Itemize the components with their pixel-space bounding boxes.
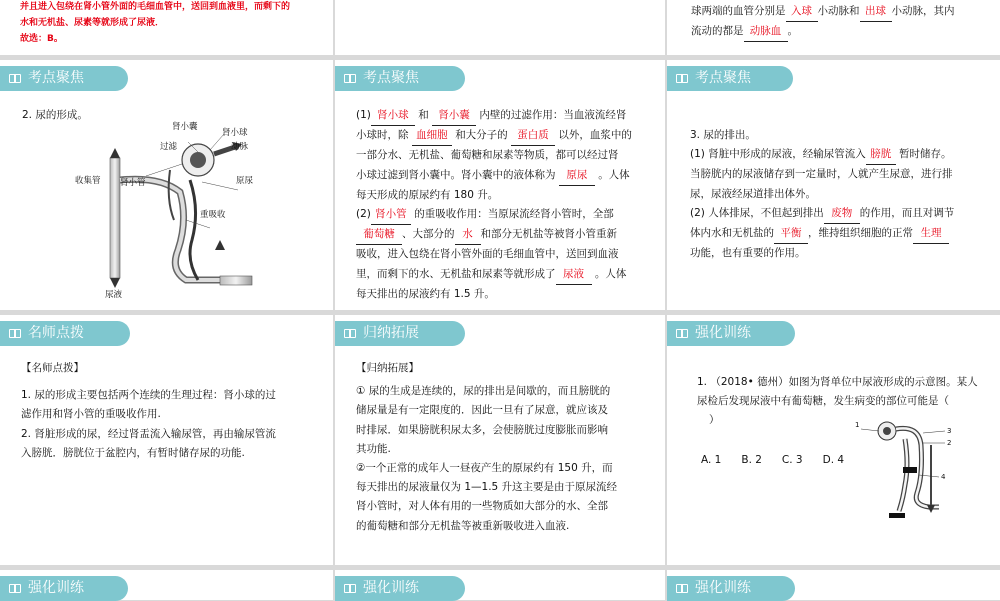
slide-tab: 归纳拓展 [335, 321, 465, 346]
slide-tab: 强化训练 [667, 321, 795, 346]
slide-teacher-tips [0, 315, 333, 565]
label-artery: 动脉 [231, 142, 249, 152]
label-glomerulus: 肾小球 [222, 128, 248, 138]
answer-blank: 血细胞 [412, 126, 452, 146]
label-reabsorption: 重吸收 [200, 210, 226, 220]
summary-text: 【归纳拓展】 ① 尿的生成是连续的，尿的排出是间歇的，而且膀胱的 储尿量是有一定限度的．因此一旦有了尿意，就应该及 时排尿．如果膀胱积尿太多，会使膀胱过度膨胀而影响 其功能. ②一个正常的成年人一昼夜产生的原尿约有 150 升，而 每天排出的尿液量仅为 1—1.5 升这主要是由于原尿流经 肾小管时，对人体有用的一些物质如大部分的水、全部 的葡萄糖和部分无机盐等被重新吸收进入血液. [356, 362, 618, 532]
slide-tab: 强化训练 [0, 576, 128, 601]
top-right-text: 球两端的血管分别是 入球 小动脉和 出球 小动脉，其内 流动的都是 动脉血 。 [691, 2, 996, 42]
option-d[interactable]: D. 4 [822, 454, 845, 466]
bookmark-icon [676, 329, 688, 338]
figure-label-3: 3 [947, 427, 952, 435]
answer-blank: 生理 [913, 224, 949, 244]
label-filtration: 过滤 [160, 142, 178, 152]
slide-tab: 强化训练 [335, 576, 465, 601]
bookmark-icon [676, 584, 688, 593]
slide-top-right [667, 0, 1000, 55]
answer-blank: 动脉血 [744, 22, 788, 42]
label-collecting-duct: 收集管 [75, 176, 101, 186]
slide-tab: 考点聚焦 [0, 66, 128, 91]
label-primary-urine: 原尿 [236, 176, 254, 186]
figure-label-1: 1 [855, 421, 860, 429]
slide-tab: 考点聚焦 [335, 66, 465, 91]
answer-blank: 葡萄糖 [356, 225, 402, 245]
slide-top-middle [335, 0, 665, 55]
top-left-text: 并且进入包绕在肾小管外面的毛细血管中，送回到血液里，而剩下的 水和无机盐、尿素等就形成了尿液． 故选：B。 [20, 2, 291, 44]
answer-blank: 废物 [824, 204, 860, 224]
answer-blank: 尿液 [556, 265, 592, 285]
bookmark-icon [344, 74, 356, 83]
nephron-figure [859, 415, 959, 525]
bookmark-icon [344, 584, 356, 593]
answer-blank: 出球 [860, 2, 892, 22]
slide-urine-formation-diagram [0, 60, 333, 310]
label-urine: 尿液 [105, 290, 123, 300]
answer-blank: 膀胱 [866, 145, 896, 165]
slide-top-left [0, 0, 333, 55]
answer-blank: 入球 [786, 2, 818, 22]
slide-practice-question [667, 315, 1000, 565]
section-heading: 2. 尿的形成。 [22, 109, 88, 121]
slide-bottom-right [667, 570, 1000, 600]
teacher-tips-text: 【名师点拨】 1. 尿的形成主要包括两个连续的生理过程：肾小球的过 滤作用和肾小管的重吸收作用. 2. 肾脏形成的尿，经过肾盂流入输尿管，再由输尿管流 入膀胱．膀胱位于盆腔内，有暂时储存尿的功能. [21, 362, 276, 459]
answer-blank: 肾小管 [371, 205, 411, 225]
slide-filtration-reabsorption [335, 60, 665, 310]
bookmark-icon [9, 584, 21, 593]
bookmark-icon [9, 74, 21, 83]
option-c[interactable]: C. 3 [781, 454, 803, 466]
answer-blank: 水 [455, 225, 481, 245]
answer-blank: 原尿 [559, 166, 595, 186]
filtration-text: (1) 肾小球 和 肾小囊 内壁的过滤作用：当血液流经肾 小球时，除 血细胞 和大分子的 蛋白质 以外，血浆中的 一部分水、无机盐、葡萄糖和尿素等物质，都可以经过肾 小球过滤到肾小囊中。肾小囊中的液体称为 原尿 。人体 每天形成的原尿约有 180 升。 (2) 肾小管 的重吸收作用：当原尿流经肾小管时，全部 葡萄糖 、大部分的 水 和部分无机盐等被肾小管重新 吸收，进入包绕在肾小管外面的毛细血管中，送回到血液 里，而剩下的水、无机盐和尿素等就形成了 尿液 。人体 每天排出的尿液约有 1.5 升。 [356, 106, 661, 304]
slide-tab: 考点聚焦 [667, 66, 793, 91]
answer-blank: 蛋白质 [511, 126, 555, 146]
slide-tab: 名师点拨 [0, 321, 130, 346]
answer-blank: 肾小囊 [432, 106, 476, 126]
slide-bottom-left [0, 570, 333, 600]
bookmark-icon [9, 329, 21, 338]
slide-bottom-middle [335, 570, 665, 600]
slide-tab: 强化训练 [667, 576, 795, 601]
answer-blank: 肾小球 [371, 106, 415, 126]
bookmark-icon [344, 329, 356, 338]
bookmark-icon [676, 74, 688, 83]
excretion-text: 3. 尿的排出。 (1) 肾脏中形成的尿液，经输尿管流入 膀胱 暂时储存。 当膀胱内的尿液储存到一定量时，人就产生尿意，进行排 尿，尿液经尿道排出体外。 (2) 人体排尿，不但起到排出 废物 的作用，而且对调节 体内水和无机盐的 平衡 ，维持组织细胞的正常 生理 功能，也有重要的作用。 [690, 129, 955, 260]
answer-blank: 平衡 [774, 224, 808, 244]
question-text: 1. （2018• 德州）如图为肾单位中尿液形成的示意图。某人 尿检后发现尿液中有葡萄糖，发生病变的部位可能是（ ） [697, 376, 978, 427]
answer-options [701, 451, 864, 470]
label-renal-capsule: 肾小囊 [172, 122, 198, 132]
figure-label-4: 4 [941, 473, 946, 481]
option-b[interactable]: B. 2 [741, 454, 762, 466]
slide-summary-extension [335, 315, 665, 565]
slide-urine-excretion [667, 60, 1000, 310]
option-a[interactable]: A. 1 [701, 454, 722, 466]
figure-label-2: 2 [947, 439, 952, 447]
label-renal-tubule: 肾小管 [120, 178, 146, 188]
